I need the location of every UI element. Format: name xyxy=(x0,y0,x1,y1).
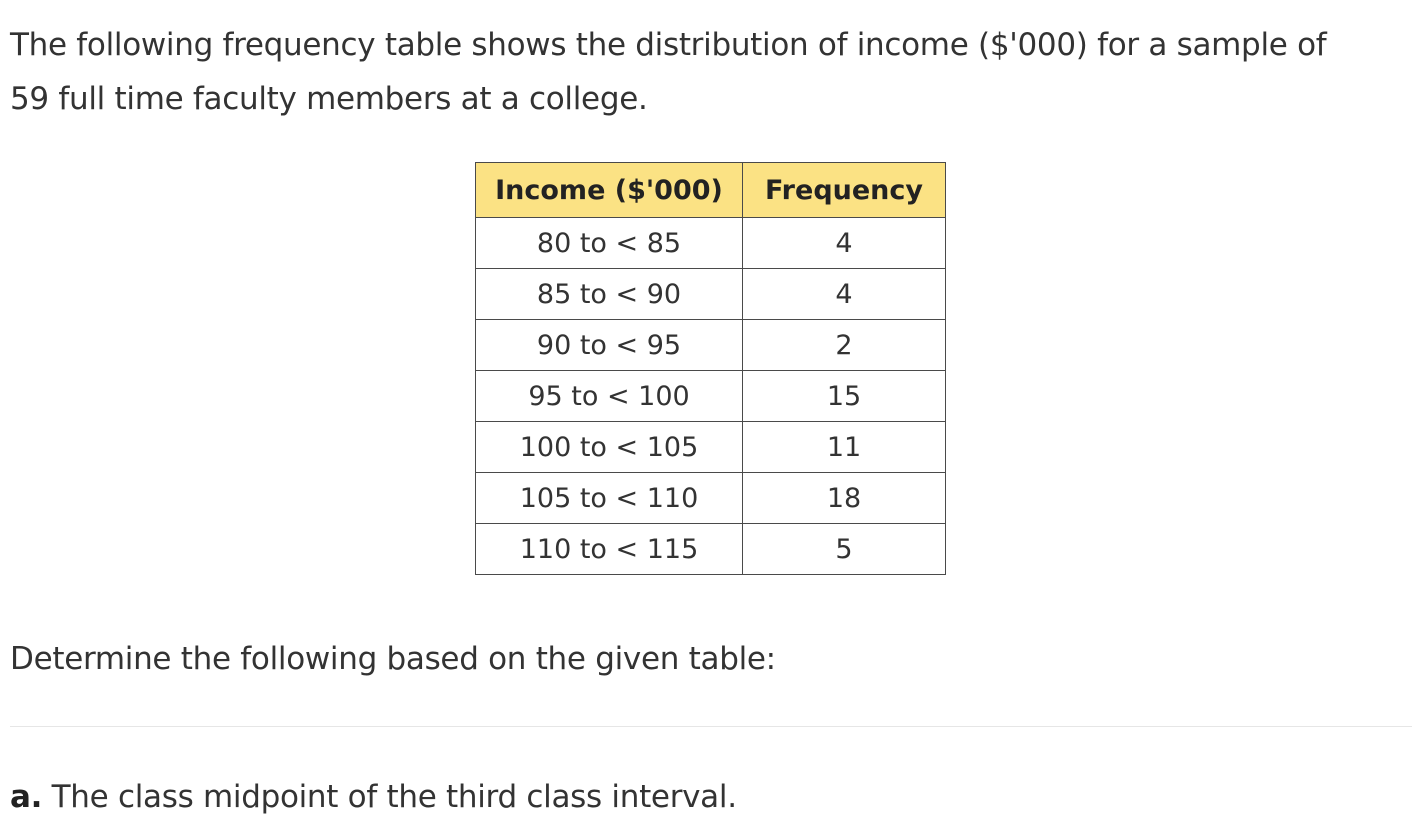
frequency-table xyxy=(475,162,946,575)
frequency-cell: 4 xyxy=(743,269,946,320)
instruction-text: Determine the following based on the given table: xyxy=(10,641,776,677)
question-label: a. xyxy=(10,779,43,815)
table-row xyxy=(476,473,946,524)
income-cell: 95 to < 100 xyxy=(476,371,743,422)
table-row xyxy=(476,269,946,320)
income-cell: 100 to < 105 xyxy=(476,422,743,473)
question-a xyxy=(10,770,737,824)
frequency-cell: 5 xyxy=(743,524,946,575)
table-row xyxy=(476,422,946,473)
question-text: The class midpoint of the third class interval. xyxy=(42,779,737,815)
frequency-cell: 2 xyxy=(743,320,946,371)
section-divider xyxy=(10,726,1412,727)
table-row xyxy=(476,320,946,371)
intro-line-2: 59 full time faculty members at a college. xyxy=(10,81,648,117)
income-cell: 105 to < 110 xyxy=(476,473,743,524)
income-cell: 80 to < 85 xyxy=(476,218,743,269)
problem-intro xyxy=(10,18,1410,126)
table-row xyxy=(476,524,946,575)
header-frequency: Frequency xyxy=(743,163,946,218)
table-header-row xyxy=(476,163,946,218)
table-row xyxy=(476,371,946,422)
income-cell: 85 to < 90 xyxy=(476,269,743,320)
frequency-cell: 18 xyxy=(743,473,946,524)
frequency-cell: 11 xyxy=(743,422,946,473)
table-row xyxy=(476,218,946,269)
income-cell: 90 to < 95 xyxy=(476,320,743,371)
income-cell: 110 to < 115 xyxy=(476,524,743,575)
frequency-cell: 4 xyxy=(743,218,946,269)
intro-line-1: The following frequency table shows the distribution of income ($'000) for a sample of xyxy=(10,27,1327,63)
header-income: Income ($'000) xyxy=(476,163,743,218)
frequency-cell: 15 xyxy=(743,371,946,422)
